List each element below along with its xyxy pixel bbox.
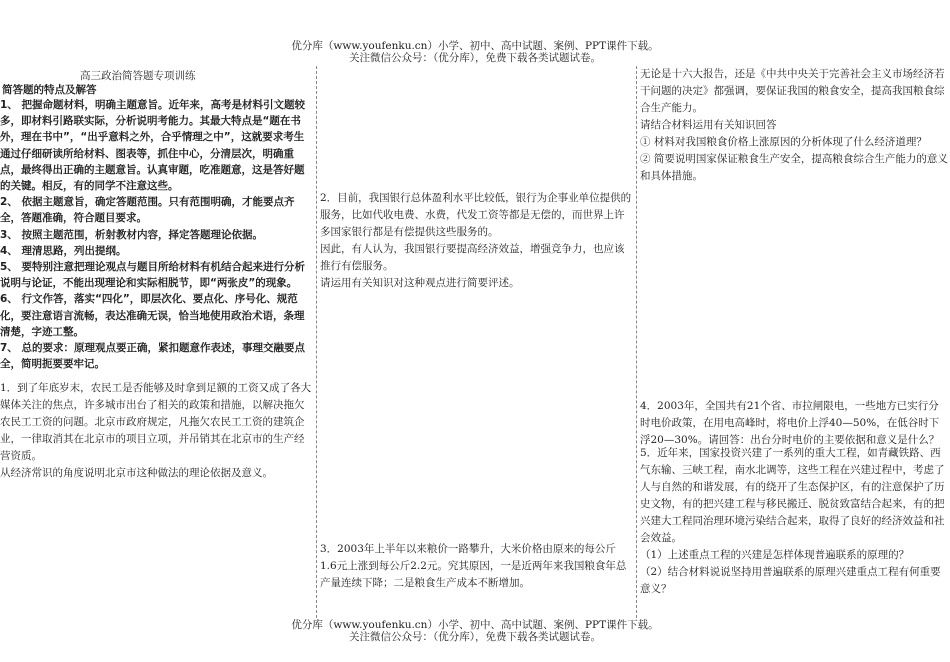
column-divider <box>636 66 637 618</box>
doc-title: 高三政治简答题专项训练 <box>80 70 196 82</box>
banner-line-1: 优分库（www.youfenku.cn）小学、初中、高中试题、案例、PPT课件下载。 <box>291 619 659 631</box>
question-5-text: 5．近年来，国家投资兴建了一系列的重大工程，如青藏铁路、西气东输、三峡工程，南水北调等，这些工程在兴建过程中，考虑了人与自然的和谐发展，有的绕开了生态保护区，有的注意保护了历史文物，有的把兴建工程与移民搬迁、脱贫致富结合起来，有的把兴建大工程同治理环境污染结合起来，取得了良好的经济效益和社会效益。 <box>640 447 945 544</box>
tip-item: 3、 按照主题范围，析射教材内容，择定答题理论依据。 <box>0 228 263 241</box>
banner-line-1: 优分库（www.youfenku.cn）小学、初中、高中试题、案例、PPT课件下载。 <box>291 40 659 52</box>
question-2-ask: 请运用有关知识对这种观点进行简要评述。 <box>320 277 520 289</box>
question-1-text: 1．到了年底岁末，农民工是否能够及时拿到足额的工资又成了各大媒体关注的焦点，许多城市出台了相关的政策和措施，以解决拖欠农民工工资的问题。北京市政府规定，凡拖欠农民工工资的建筑企业，一律取消其在北京市的项目立项，并吊销其在北京市的生产经营资质。 <box>0 382 312 462</box>
header-banner <box>0 40 950 64</box>
footer-banner <box>0 619 950 643</box>
question-3-text: 3．2003年上半年以来粮价一路攀升，大米价格由原来的每公斤1.6元上涨到每公斤2.2元。究其原因，一是近两年来我国粮食年总产量连续下降；二是粮食生产成本不断增加。 <box>320 543 627 589</box>
question-3-continued <box>640 66 948 185</box>
question-3-cont-text: 无论是十六大报告，还是《中共中央关于完善社会主义市场经济若干问题的决定》都强调，要保证我国的粮食安全，提高我国粮食综合生产能力。 <box>640 68 945 114</box>
banner-line-2: 关注微信公众号：（优分库），免费下载各类试题试卷。 <box>349 631 601 643</box>
tip-item: 7、 总的要求：原理观点要正确，紧扣题意作表述，事理交融要点全，简明扼要要牢记。 <box>0 342 305 371</box>
column-3 <box>640 66 950 618</box>
question-2-text: 2．目前，我国银行总体盈利水平比较低，银行为企事业单位提供的服务，比如代收电费、水费，代发工资等都是无偿的，而世界上许多国家银行都是有偿提供这些服务的。 <box>320 192 632 238</box>
tip-item: 6、 行文作答，落实“四化”，即层次化、要点化、序号化、规范化，要注意语言流畅，表达准确无误，恰当地使用政治术语，条理清楚，字迹工整。 <box>0 293 305 338</box>
question-2-text-2: 因此，有人认为，我国银行要提高经济效益，增强竞争力，也应该推行有偿服务。 <box>320 243 625 272</box>
question-2 <box>320 190 632 292</box>
section-heading: 简答题的特点及解答 <box>2 84 97 96</box>
tip-item: 2、 依据主题意旨，确定答题范围。只有范围明确，才能要点齐全，答题准确，符合题目要求。 <box>0 196 295 225</box>
column-1 <box>0 66 314 618</box>
question-1 <box>0 380 312 482</box>
tip-item: 1、 把握命题材料，明确主题意旨。近年来，高考是材料引文题较多，即材料引路联实际，分析说明考能力。其最大特点是“题在书外，理在书中”，“出乎意料之外，合乎情理之中”，这就要求考生通过仔细研读所给材料、图表等，抓住中心，分清层次，明确重点，最终得出正确的主题意旨。认真审题，吃准题意，这是答好题的关键。相反，有的同学不注意这些。 <box>0 99 305 193</box>
question-4 <box>640 398 948 449</box>
question-3-sub-1: ① 材料对我国粮食价格上涨原因的分析体现了什么经济道理？ <box>640 136 927 148</box>
question-5-sub-1: （1）上述重点工程的兴建是怎样体现普遍联系的原理的？ <box>640 549 910 561</box>
question-3-cont-ask: 请结合材料运用有关知识回答 <box>640 119 777 131</box>
tip-item: 4、 理清思路，列出提纲。 <box>0 244 127 257</box>
answer-tips <box>0 97 312 372</box>
question-1-ask: 从经济常识的角度说明北京市这种做法的理论依据及意义。 <box>0 467 273 479</box>
banner-line-2: 关注微信公众号：（优分库），免费下载各类试题试卷。 <box>349 52 601 64</box>
column-divider <box>316 66 317 618</box>
question-3-sub-2: ② 简要说明国家保证粮食生产安全，提高粮食综合生产能力的意义和具体措施。 <box>640 153 948 182</box>
question-5 <box>640 445 948 598</box>
question-3 <box>320 541 632 592</box>
column-2 <box>318 66 634 618</box>
tip-item: 5、 要特别注意把理论观点与题目所给材料有机结合起来进行分析说明与论证，不能出现理论和实际相脱节，即“两张皮”的现象。 <box>0 261 305 290</box>
question-4-text: 4．2003年，全国共有21个省、市拉闸限电，一些地方已实行分时电价政策，在用电高峰时，将电价上浮40—50%，在低谷时下浮20—30%。请回答：出台分时电价的主要依据和意义是什么？ <box>640 400 940 446</box>
question-5-sub-2: （2）结合材料说说坚持用普遍联系的原理兴建重点工程有何重要意义？ <box>640 566 941 595</box>
